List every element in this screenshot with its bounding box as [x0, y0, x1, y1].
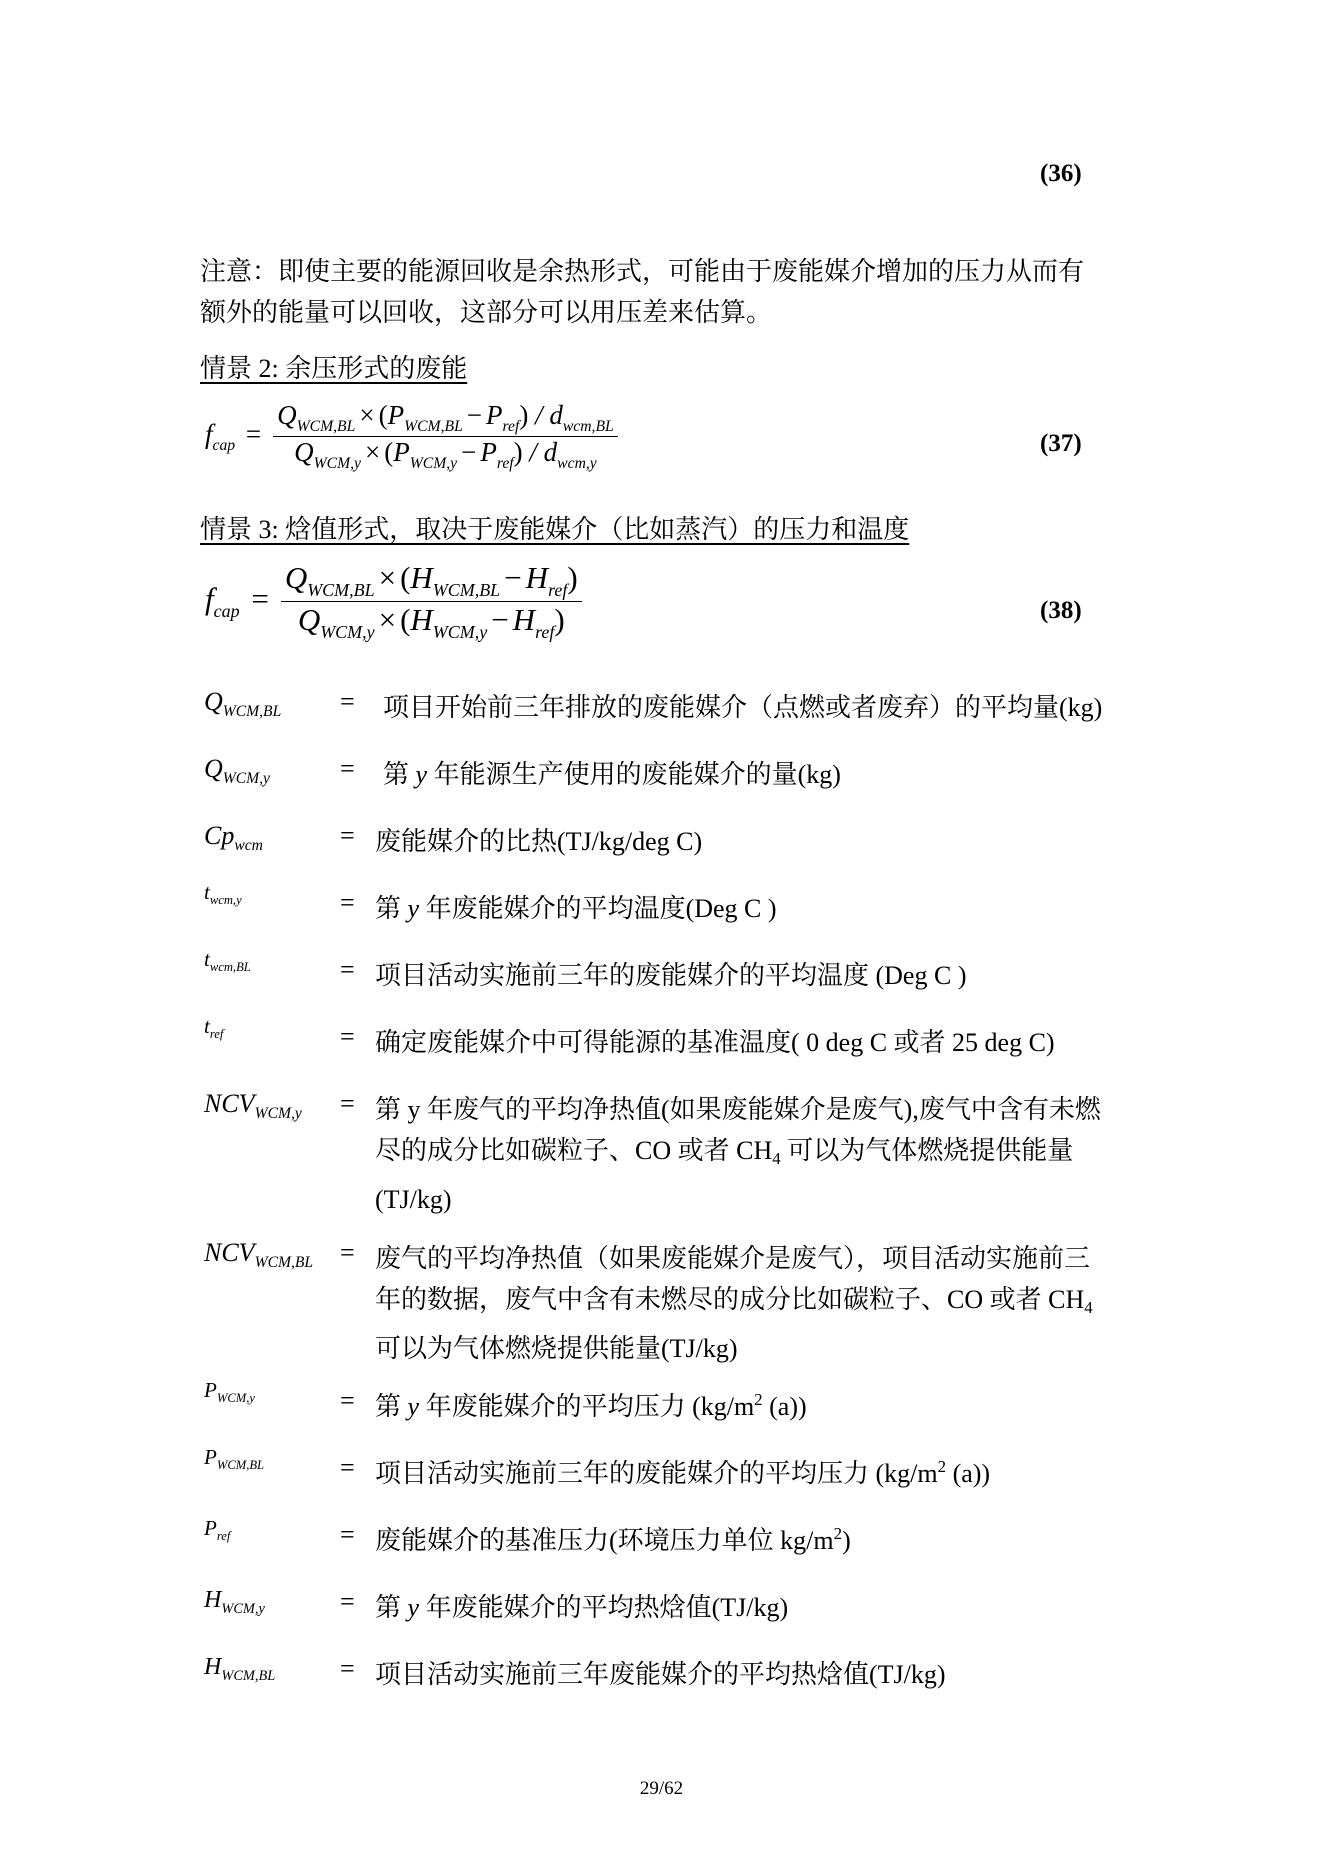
symbol-ncv-wcm-y: $NCV_{WCM,y}$	[204, 1089, 302, 1123]
desc-t-wcm-y: 第 y 年废能媒介的平均温度(Deg C )	[375, 894, 777, 923]
symbol-cp-wcm: $Cp_{wcm}$	[204, 821, 263, 855]
desc-ncv-wcm-bl: 废气的平均净热值（如果废能媒介是废气），项目活动实施前三 年的数据，废气中含有未燃尽的成分比如碳粒子、CO 或者 $CH_4$ 可以为气体燃烧提供能量(TJ/kg)	[375, 1244, 1093, 1364]
desc-q-wcm-y: 第 y 年能源生产使用的废能媒介的量(kg)	[383, 760, 841, 789]
symbol-h-wcm-bl: $H_{WCM,BL}$	[204, 1654, 276, 1684]
note-line-1: 注意：即使主要的能源回收是余热形式，可能由于废能媒介增加的压力从而有	[200, 257, 1085, 286]
symbol-ncv-wcm-bl: $NCV_{WCM,BL}$	[204, 1238, 314, 1272]
symbol-p-ref: $P_{ref}$	[204, 1516, 231, 1544]
formula-37-fraction: $\frac{Q_{WCM,BL} \times (P_{WCM,BL} - P_{ref}) / d_{wcm,BL}}{Q_{WCM,y} \times (P_{WCM,y} - P_{ref}) / d_{wcm,y}}$	[273, 400, 618, 473]
symbol-t-wcm-y: $t_{wcm,y}$	[204, 880, 242, 908]
formula-38-fraction: $\frac{Q_{WCM,BL} \times (H_{WCM,BL} - H_{ref})}{Q_{WCM,y} \times (H_{WCM,y} - H_{ref})}$	[281, 560, 582, 643]
symbol-t-wcm-bl: $t_{wcm,BL}$	[204, 947, 251, 975]
desc-h-wcm-y: 第 y 年废能媒介的平均热焓值(TJ/kg)	[375, 1593, 789, 1622]
desc-t-ref: 确定废能媒介中可得能源的基准温度( 0 deg C 或者 25 deg C)	[375, 1028, 1055, 1057]
desc-cp-wcm: 废能媒介的比热(TJ/kg/deg C)	[375, 827, 703, 856]
symbol-p-wcm-y: $P_{WCM,y}$	[204, 1378, 255, 1406]
note-paragraph	[200, 251, 1135, 333]
desc-p-wcm-bl: 项目活动实施前三年的废能媒介的平均压力 ($kg/m^2$ (a))	[375, 1456, 991, 1488]
desc-p-wcm-y: 第 y 年废能媒介的平均压力 ($kg/m^2$ (a))	[375, 1389, 807, 1421]
equation-number-38: (38)	[1040, 597, 1082, 624]
desc-h-wcm-bl: 项目活动实施前三年废能媒介的平均热焓值(TJ/kg)	[375, 1660, 946, 1689]
desc-t-wcm-bl: 项目活动实施前三年的废能媒介的平均温度 (Deg C )	[375, 961, 967, 990]
scenario-2-heading: 情景 2: 余压形式的废能	[200, 354, 468, 383]
desc-p-ref: 废能媒介的基准压力(环境压力单位 $kg/m^2$)	[375, 1523, 851, 1555]
formula-37: $f_{cap}$ = $\frac{Q_{WCM,BL} \times (P_{WCM,BL} - P_{ref}) / d_{wcm,BL}}{Q_{WCM,y} \times (P_{WCM,y} - P_{ref}) / d_{wcm,y}}$	[205, 400, 618, 473]
note-line-2: 额外的能量可以回收，这部分可以用压差来估算。	[200, 298, 773, 327]
formula-38: $f_{cap}$ = $\frac{Q_{WCM,BL} \times (H_{WCM,BL} - H_{ref})}{Q_{WCM,y} \times (H_{WCM,y} - H_{ref})}$	[205, 560, 582, 643]
equation-number-37: (37)	[1040, 430, 1082, 457]
desc-ncv-wcm-y: 第 y 年废气的平均净热值(如果废能媒介是废气),废气中含有未燃 尽的成分比如碳粒子、CO 或者 $CH_4$ 可以为气体燃烧提供能量 (TJ/kg)	[375, 1095, 1101, 1215]
equation-number-36: (36)	[1040, 160, 1082, 187]
symbol-t-ref: $t_{ref}$	[204, 1014, 224, 1042]
symbol-p-wcm-bl: $P_{WCM,BL}$	[204, 1445, 265, 1473]
desc-q-wcm-bl: 项目开始前三年排放的废能媒介（点燃或者废弃）的平均量(kg)	[383, 693, 1103, 722]
symbol-h-wcm-y: $H_{WCM,y}$	[204, 1587, 265, 1617]
symbol-q-wcm-bl: $Q_{WCM,BL}$	[204, 687, 282, 721]
symbol-q-wcm-y: $Q_{WCM,y}$	[204, 754, 270, 788]
page-number: 29/62	[639, 1778, 684, 1799]
scenario-3-heading: 情景 3: 焓值形式，取决于废能媒介（比如蒸汽）的压力和温度	[200, 515, 910, 544]
